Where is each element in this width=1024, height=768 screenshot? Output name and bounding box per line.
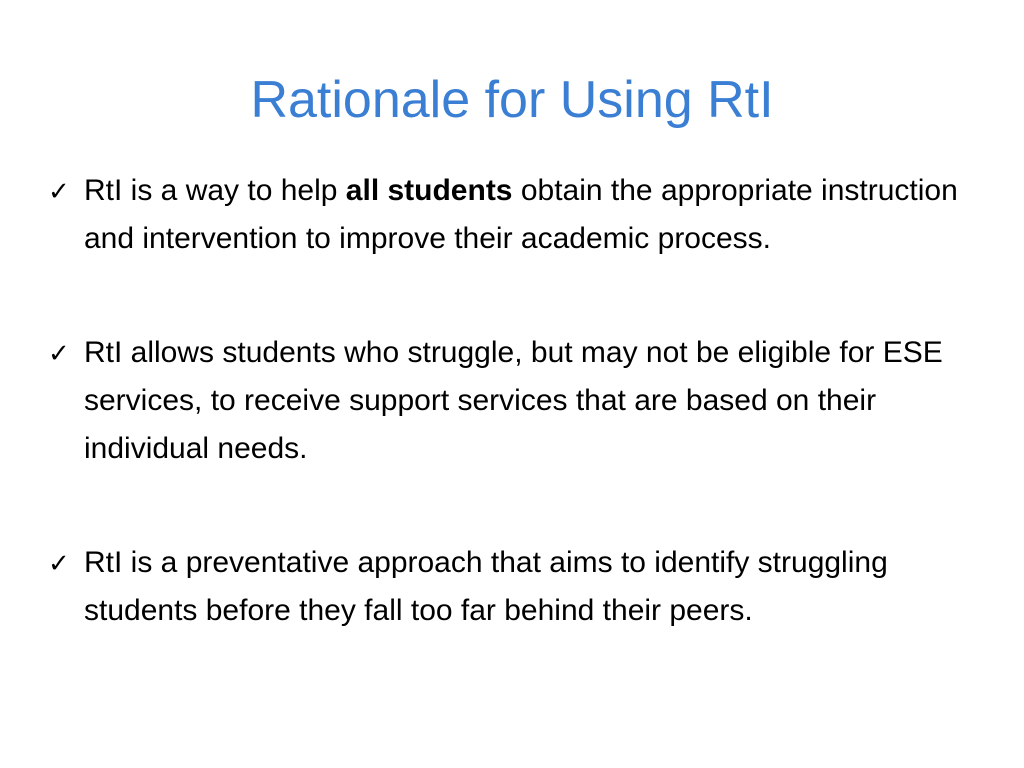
bullet-item-all-students (48, 167, 1008, 263)
bullet-text-emphasis: all students (345, 174, 513, 207)
slide-title: Rationale for Using RtI (250, 71, 774, 129)
bullet-text: RtI is a preventative approach that aims to identify struggling students before they fall too far behind their peers. (84, 546, 888, 627)
checkmark-icon: ✓ (48, 548, 70, 578)
bullet-text-end: obtain the appropriate instruction and intervention to improve their academic process. (84, 174, 958, 255)
bullet-item-support-services (48, 329, 1008, 473)
bullet-text (84, 174, 958, 255)
checkmark-icon: ✓ (48, 176, 70, 206)
bullet-item-preventative-approach (48, 539, 1008, 635)
bullet-text-start: RtI is a way to help (84, 174, 346, 207)
bullet-list (48, 167, 1008, 635)
bullet-text: RtI allows students who struggle, but may not be eligible for ESE services, to receive support services that are based on their individual needs. (84, 336, 943, 465)
checkmark-icon: ✓ (48, 338, 70, 368)
